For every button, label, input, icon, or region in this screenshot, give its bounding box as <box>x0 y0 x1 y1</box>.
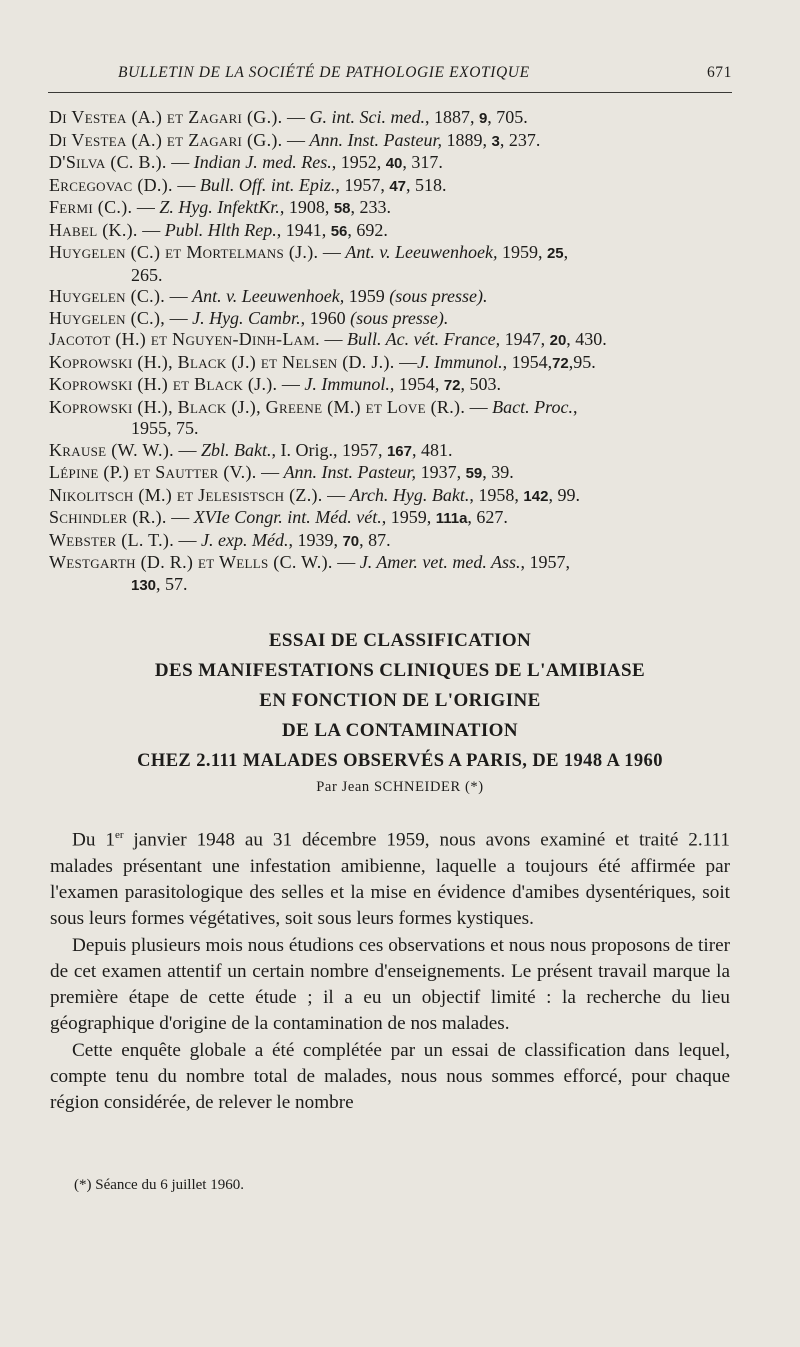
reference-authors: Koprowski (H.) et Black (J.). <box>49 374 278 394</box>
reference-item <box>49 440 709 463</box>
reference-item <box>49 397 709 440</box>
reference-pages: , 518. <box>406 174 447 195</box>
reference-volume: 59 <box>465 465 483 482</box>
reference-journal: Publ. Hlth Rep. <box>164 219 277 240</box>
reference-item <box>49 374 709 397</box>
reference-item <box>49 130 709 153</box>
reference-item <box>49 485 709 508</box>
reference-year: 1959, <box>497 242 547 262</box>
reference-authors: Koprowski (H.), Black (J.), Greene (M.) et Love (R.). <box>49 396 466 417</box>
reference-journal: Bull. Ac. vét. France, <box>346 329 501 349</box>
reference-journal: J. exp. Méd. <box>201 529 289 550</box>
reference-pages: , 317. <box>402 152 443 172</box>
reference-continuation <box>49 265 709 287</box>
reference-year: , 1941, <box>276 219 331 240</box>
body-paragraph: Du 1er janvier 1948 au 31 décembre 1959, nous avons examiné et traité 2.111 malades présentant une infestation amibienne, laquelle a toujours été affirmée par l'examen parasitologique des selles et la mise en évidence d'amibes dysentériques, soit sous leurs formes végétatives, soit sous leurs formes kystiques. <box>50 829 730 930</box>
reference-pages: , 627. <box>467 507 508 527</box>
reference-year: , 1954, <box>389 374 444 394</box>
reference-year: , 1959, <box>381 507 436 527</box>
title-line: EN FONCTION DE L'ORIGINE <box>259 690 541 711</box>
reference-separator: — <box>166 507 194 527</box>
reference-authors: D'Silva (C. B.). <box>49 152 167 172</box>
reference-item <box>49 286 709 308</box>
title-line: DE LA CONTAMINATION <box>282 720 518 741</box>
reference-authors: Huygelen (C.). <box>49 286 166 306</box>
reference-item <box>49 107 709 130</box>
reference-year: 1937, <box>416 462 466 482</box>
reference-continuation <box>49 418 709 440</box>
reference-volume: 111a <box>435 510 468 527</box>
reference-pages: , 57. <box>156 573 188 594</box>
reference-separator: — <box>172 174 200 195</box>
reference-pages: , 39. <box>482 462 514 482</box>
reference-separator: — <box>318 242 346 262</box>
reference-year: , <box>572 396 578 417</box>
reference-separator: — <box>132 197 160 217</box>
reference-journal: G. int. Sci. med. <box>309 107 425 127</box>
reference-volume: 58 <box>333 200 351 217</box>
reference-year: , 1957, <box>520 552 571 572</box>
reference-year: , 1960 <box>300 307 351 328</box>
reference-authors: Di Vestea (A.) et Zagari (G.). <box>49 107 283 127</box>
title-line: DES MANIFESTATIONS CLINIQUES DE L'AMIBIASE <box>154 660 646 681</box>
reference-pages: , <box>563 242 569 262</box>
reference-journal: J. Immunol. <box>304 374 390 394</box>
reference-pages: , 705. <box>487 107 528 127</box>
reference-separator: — <box>173 439 201 460</box>
reference-authors: Webster (L. T.). <box>49 529 175 550</box>
reference-authors: Huygelen (C.) et Mortelmans (J.). <box>49 242 319 262</box>
reference-item <box>49 530 709 553</box>
title-line: ESSAI DE CLASSIFICATION <box>268 630 532 651</box>
reference-year: , 1887, <box>424 107 479 127</box>
reference-year: 1959 <box>344 286 390 306</box>
reference-volume: 20 <box>549 332 567 349</box>
footnote: (*) Séance du 6 juillet 1960. <box>74 1177 244 1193</box>
reference-pages: , 233. <box>350 197 391 217</box>
header-rule <box>48 92 732 93</box>
reference-year: 1947, <box>500 329 550 349</box>
reference-item <box>49 152 709 175</box>
reference-note: (sous presse). <box>389 286 488 306</box>
reference-item <box>49 242 709 286</box>
reference-separator: — <box>322 484 350 505</box>
reference-year: , 1939, <box>288 529 343 550</box>
reference-separator: — <box>332 552 360 572</box>
reference-journal: Bull. Off. int. Epiz. <box>199 174 336 195</box>
reference-volume: 142 <box>523 487 549 505</box>
reference-pages: , 692. <box>347 219 388 240</box>
body-paragraph: Cette enquête globale a été complétée par un essai de classification dans lequel, compte tenu du nombre total de malades, nous nous sommes efforcé, pour chaque région considérée, de relever le nombre <box>50 1039 730 1114</box>
reference-volume: 72 <box>552 354 569 372</box>
reference-year: , 1954, <box>502 351 553 372</box>
reference-authors: Ercegovac (D.). <box>49 174 173 195</box>
reference-separator: — <box>277 374 305 394</box>
reference-volume: 56 <box>330 222 348 240</box>
reference-separator: — <box>282 107 310 127</box>
reference-separator: — <box>394 351 418 372</box>
reference-item <box>49 507 709 530</box>
reference-separator: — <box>174 529 202 550</box>
reference-item <box>49 462 709 485</box>
article-body <box>50 822 730 1117</box>
reference-pages: , 99. <box>548 484 580 505</box>
reference-volume: 25 <box>546 245 564 262</box>
reference-separator: — <box>137 219 165 240</box>
article-title <box>40 626 760 776</box>
reference-separator: — <box>166 152 194 172</box>
reference-year: 1889, <box>441 129 492 150</box>
reference-authors: Schindler (R.). <box>49 507 167 527</box>
reference-pages: , 430. <box>566 329 607 349</box>
reference-item <box>49 197 709 220</box>
reference-authors: Di Vestea (A.) et Zagari (G.). <box>49 129 283 150</box>
reference-journal: Ant. v. Leeuwenhoek, <box>345 242 498 262</box>
reference-volume: 167 <box>386 442 412 460</box>
reference-journal: Indian J. med. Res. <box>193 152 332 172</box>
reference-authors: Koprowski (H.), Black (J.) et Nelsen (D. J.). <box>49 351 395 372</box>
reference-item <box>49 329 709 352</box>
reference-item <box>49 308 709 330</box>
reference-separator: — <box>319 329 347 349</box>
reference-journal: Bact. Proc. <box>492 396 573 417</box>
reference-item <box>49 552 709 596</box>
reference-year: , 1908, <box>279 197 334 217</box>
reference-item <box>49 175 709 198</box>
reference-authors: Krause (W. W.). <box>49 439 174 460</box>
reference-pages: , 481. <box>412 439 453 460</box>
reference-list <box>49 107 709 596</box>
reference-volume: 3 <box>491 132 500 150</box>
reference-year: , 1952, <box>331 152 386 172</box>
reference-year: , 1957, <box>335 174 390 195</box>
reference-pages: , 503. <box>460 374 502 394</box>
body-paragraph: Depuis plusieurs mois nous étudions ces observations et nous nous proposons de tirer de cet examen attentif un certain nombre d'enseignements. Le présent travail marque la première étape de cette étude ; il a eu un objectif limité : la recherche du lieu géographique d'origine de la contamination de nos malades. <box>50 934 730 1035</box>
reference-item <box>49 220 709 243</box>
reference-authors: Nikolitsch (M.) et Jelesistsch (Z.). <box>49 484 323 505</box>
reference-separator: — <box>256 462 284 482</box>
reference-continuation <box>49 574 709 597</box>
reference-separator: — <box>465 396 493 417</box>
reference-journal: J. Hyg. Cambr. <box>192 307 301 328</box>
reference-journal: Z. Hyg. InfektKr. <box>159 197 280 217</box>
reference-authors: Lépine (P.) et Sautter (V.). <box>49 462 257 482</box>
reference-note: (sous presse). <box>350 307 449 328</box>
reference-pages: ,95. <box>568 351 596 372</box>
title-line: CHEZ 2.111 MALADES OBSERVÉS A PARIS, DE 1948 A 1960 <box>137 751 663 771</box>
reference-journal: Ant. v. Leeuwenhoek, <box>192 286 345 306</box>
reference-authors: Jacotot (H.) et Nguyen-Dinh-Lam. <box>49 329 320 349</box>
reference-volume: 130 <box>131 576 157 594</box>
reference-volume: 70 <box>342 532 360 550</box>
reference-journal: XVIe Congr. int. Méd. vét. <box>193 507 382 527</box>
reference-volume: 9 <box>478 110 488 127</box>
reference-authors: Westgarth (D. R.) et Wells (C. W.). <box>49 552 333 572</box>
reference-separator: — <box>165 286 193 306</box>
reference-volume: 72 <box>443 377 461 394</box>
reference-volume: 47 <box>389 177 407 195</box>
reference-separator: — <box>165 307 193 328</box>
page-number: 671 <box>706 64 732 81</box>
reference-authors: Fermi (C.). <box>49 197 133 217</box>
reference-journal: Ann. Inst. Pasteur, <box>309 129 442 150</box>
reference-journal: Ann. Inst. Pasteur, <box>283 462 417 482</box>
reference-journal: J. Amer. vet. med. Ass. <box>359 552 521 572</box>
reference-pages: , 237. <box>499 129 541 150</box>
reference-year: , 1958, <box>469 484 524 505</box>
byline: Par Jean SCHNEIDER (*) <box>316 779 484 795</box>
reference-authors: Habel (K.). <box>49 219 138 240</box>
reference-pages: , 87. <box>359 529 391 550</box>
reference-volume: 40 <box>385 155 403 172</box>
reference-journal: Zbl. Bakt. <box>200 439 272 460</box>
reference-journal: J. Immunol. <box>417 351 503 372</box>
reference-item <box>49 352 709 375</box>
reference-journal: Arch. Hyg. Bakt. <box>349 484 470 505</box>
reference-separator: — <box>282 129 310 150</box>
running-title: BULLETIN DE LA SOCIÉTÉ DE PATHOLOGIE EXOTIQUE <box>118 64 530 81</box>
reference-authors: Huygelen (C.), <box>49 307 166 328</box>
reference-pages: 1955, 75. <box>131 418 199 438</box>
reference-pages: 265. <box>131 264 163 285</box>
reference-year: , I. Orig., 1957, <box>271 439 387 460</box>
